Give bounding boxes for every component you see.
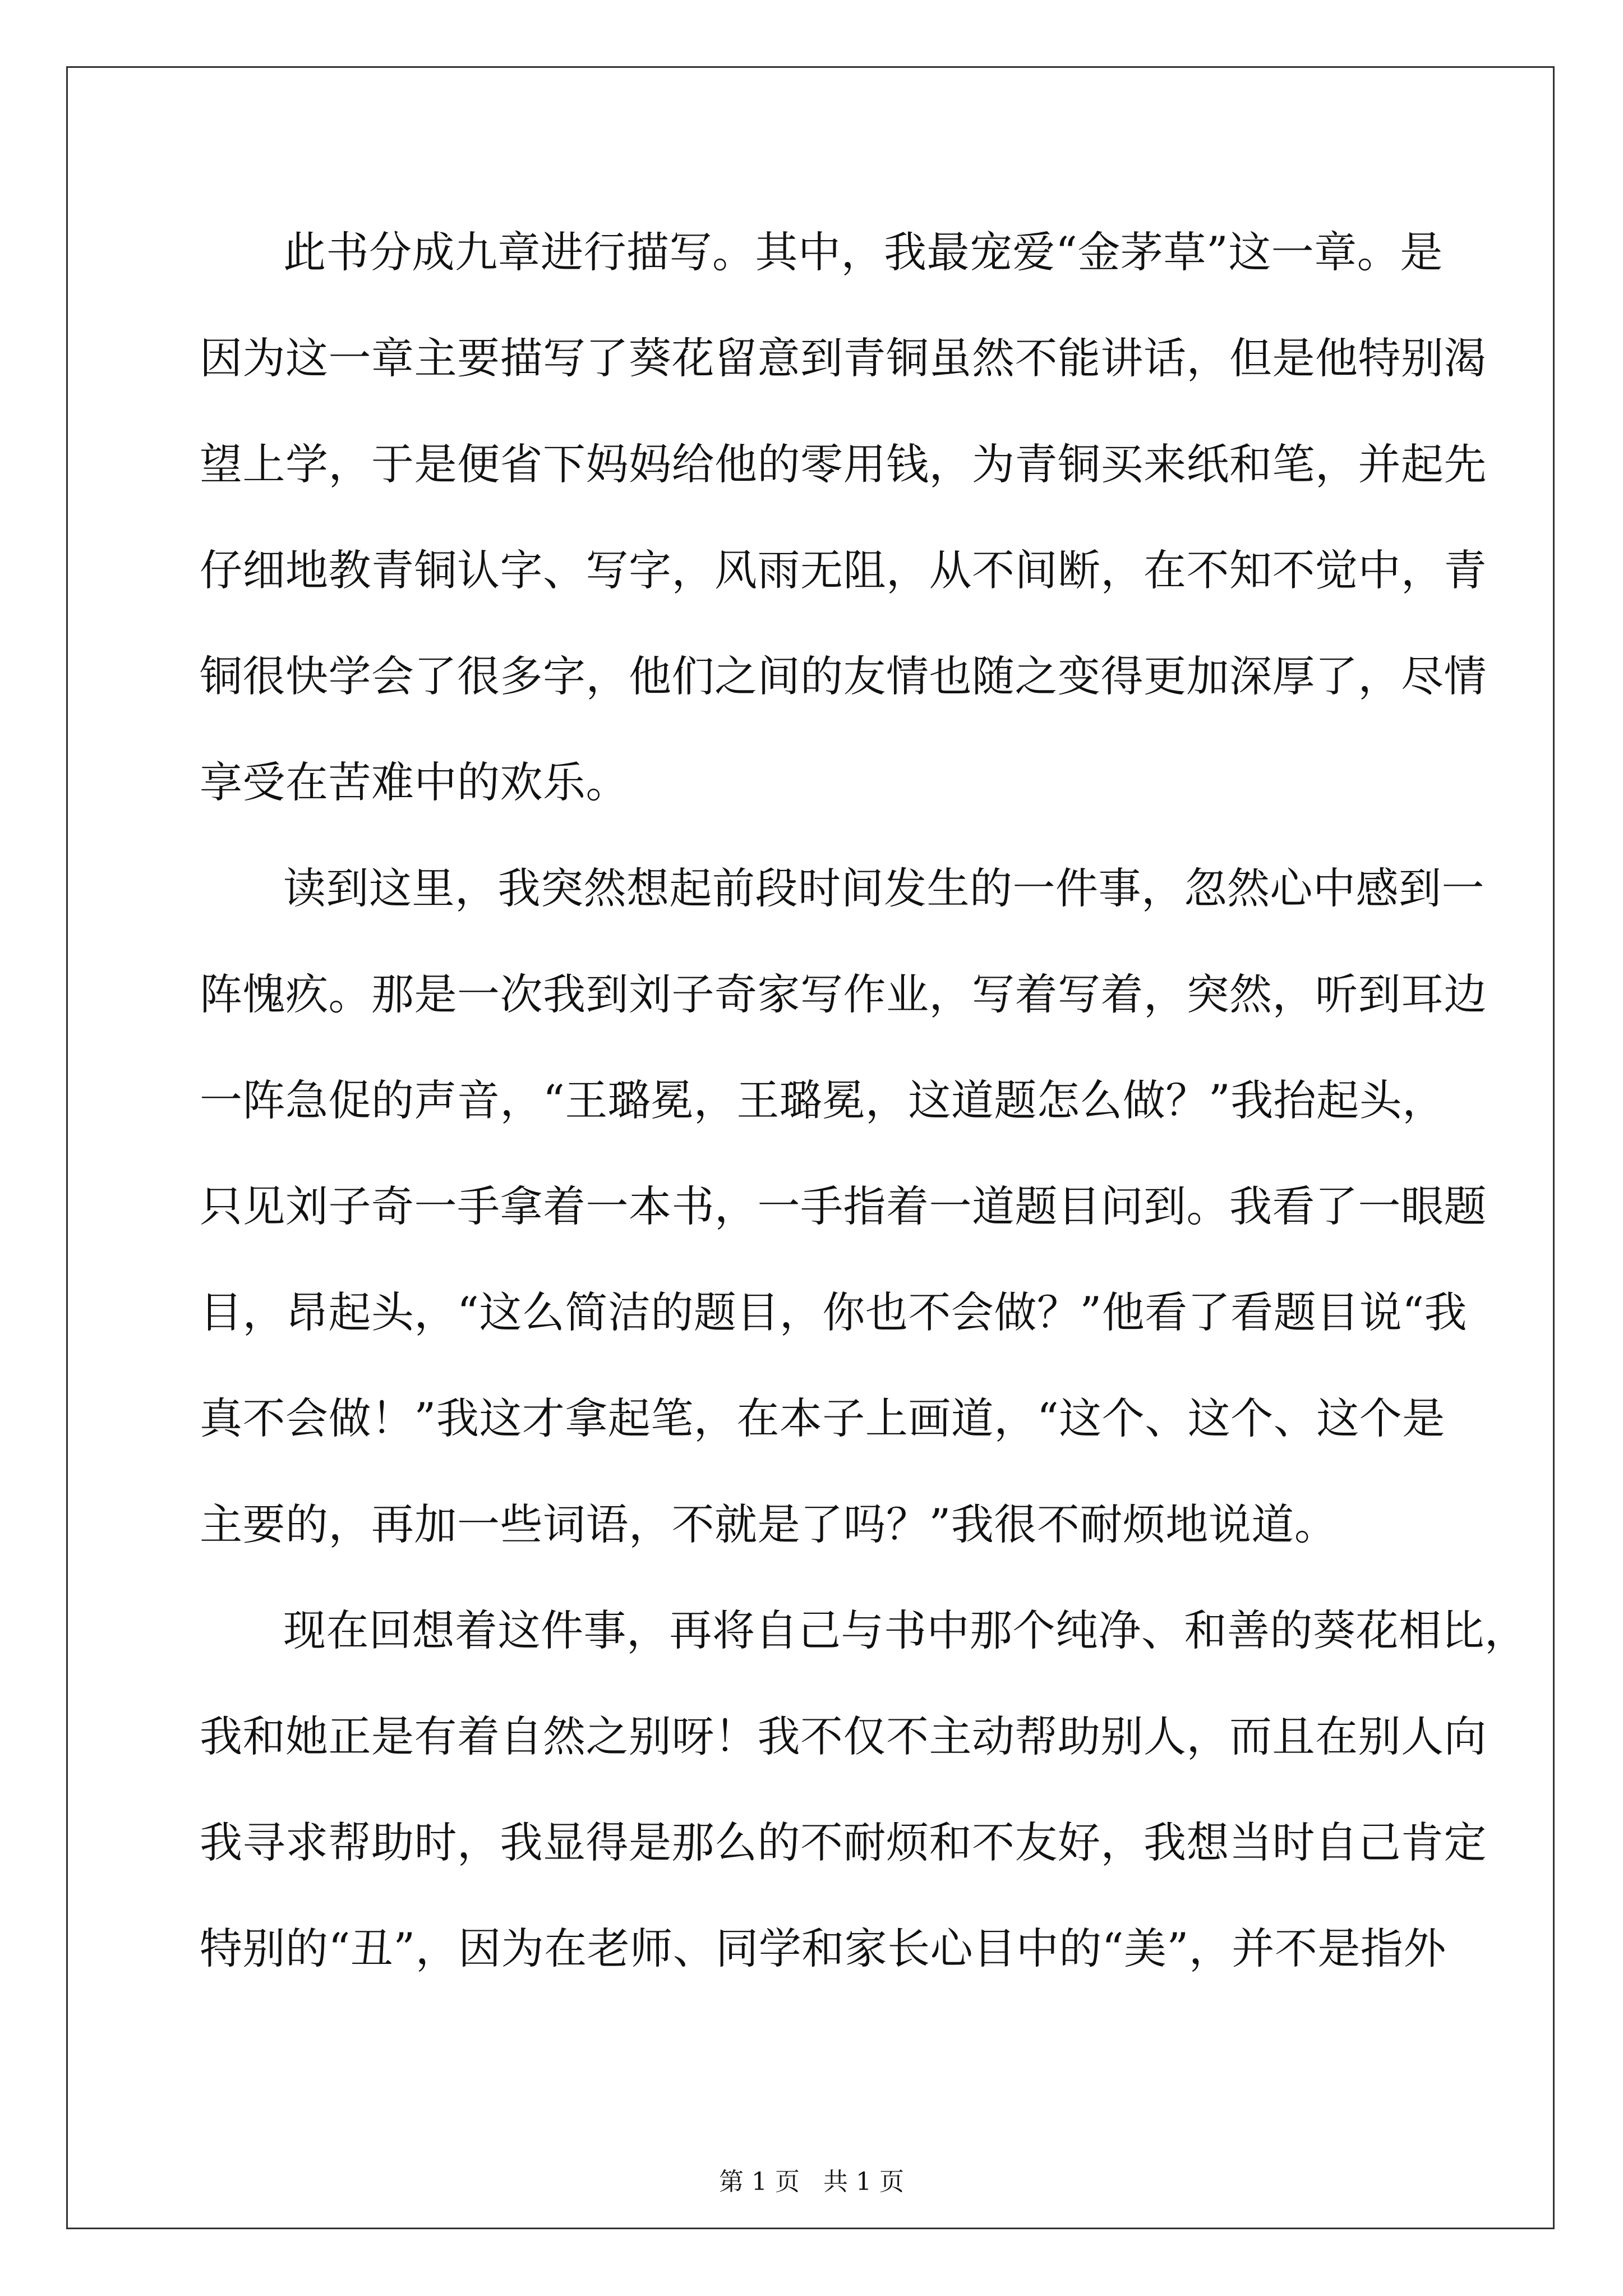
- paragraph: [200, 1597, 1528, 2021]
- text-line: 我寻求帮助时，我显得是那么的不耐烦和不友好，我想当时自己肯定: [200, 1818, 1487, 1867]
- text-line: 真不会做！”我这才拿起笔，在本子上画道，“这个、这个、这个是: [200, 1393, 1445, 1443]
- text-line: 阵愧疚。那是一次我到刘子奇家写作业，写着写着，突然，听到耳边: [200, 969, 1487, 1019]
- text-line: 我和她正是有着自然之别呀！我不仅不主动帮助别人，而且在别人向: [200, 1711, 1487, 1761]
- text-line: 仔细地教青铜认字、写字，风雨无阻，从不间断，在不知不觉中，青: [200, 545, 1487, 595]
- page-footer: 第 1 页 共 1 页: [719, 2168, 904, 2196]
- text-line: 铜很快学会了很多字，他们之间的友情也随之变得更加深厚了，尽情: [200, 651, 1487, 701]
- text-line: 望上学，于是便省下妈妈给他的零用钱，为青铜买来纸和笔，并起先: [200, 439, 1487, 489]
- document-body: [200, 219, 1528, 2021]
- text-line: 主要的，再加一些词语，不就是了吗？”我很不耐烦地说道。: [200, 1499, 1338, 1549]
- text-line: 现在回想着这件事，再将自己与书中那个纯净、和善的葵花相比，: [283, 1605, 1528, 1655]
- text-line: 读到这里，我突然想起前段时间发生的一件事，忽然心中感到一: [283, 863, 1484, 913]
- text-line: 因为这一章主要描写了葵花留意到青铜虽然不能讲话，但是他特别渴: [200, 333, 1487, 383]
- text-line: 特别的“丑”，因为在老师、同学和家长心目中的“美”，并不是指外: [200, 1924, 1446, 1973]
- text-line: 一阵急促的声音，“王璐冕，王璐冕，这道题怎么做？”我抬起头，: [200, 1075, 1445, 1125]
- paragraph: [200, 219, 1487, 855]
- text-line: 此书分成九章进行描写。其中，我最宠爱“金茅草”这一章。是: [283, 227, 1443, 277]
- text-line: 享受在苦难中的欢乐。: [200, 757, 629, 807]
- paragraph: [200, 855, 1487, 1597]
- text-line: 目，昂起头，“这么简洁的题目，你也不会做？”他看了看题目说“我: [200, 1287, 1468, 1337]
- text-line: 只见刘子奇一手拿着一本书，一手指着一道题目问到。我看了一眼题: [200, 1181, 1487, 1231]
